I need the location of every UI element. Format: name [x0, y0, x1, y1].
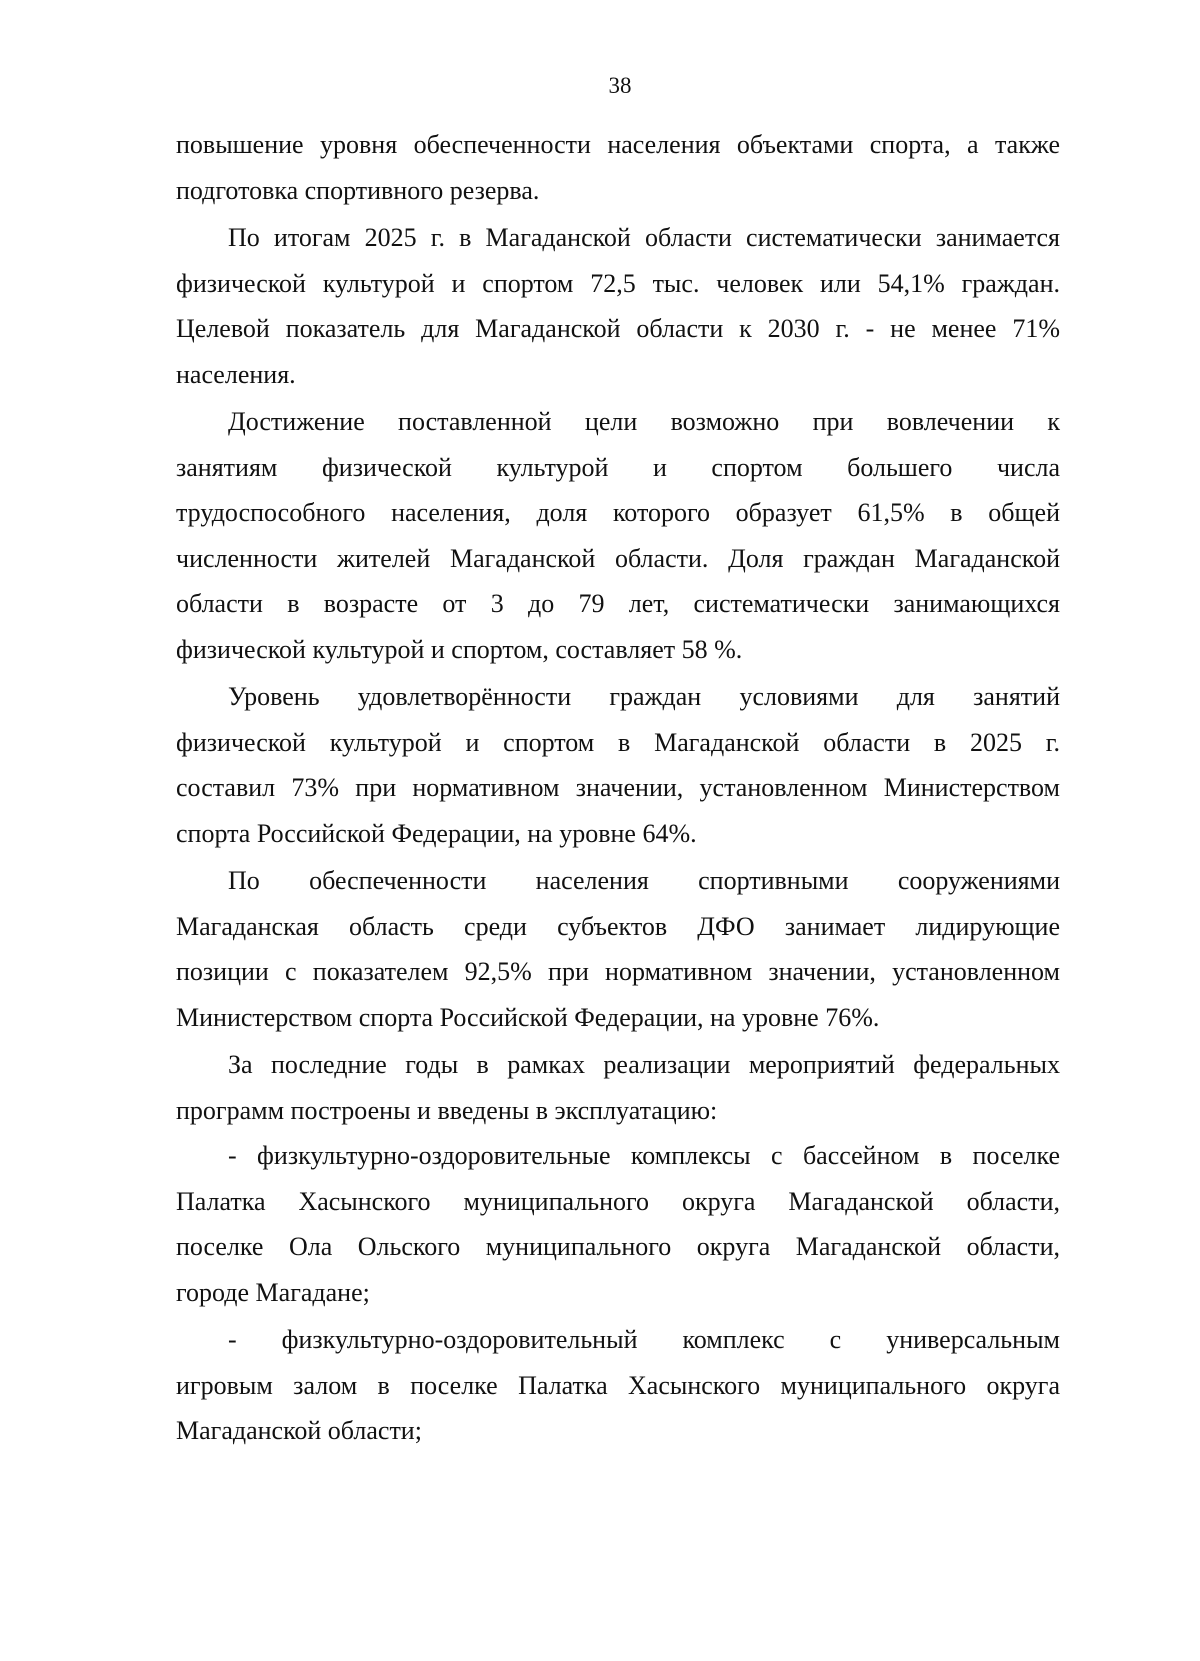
- text-line: - физкультурно-оздоровительный комплекс с универсальным: [228, 1325, 1060, 1354]
- text-line: Уровень удовлетворённости граждан условиями для занятий: [228, 682, 1060, 711]
- text-line: За последние годы в рамках реализации мероприятий федеральных: [228, 1050, 1060, 1079]
- text-line: подготовка спортивного резерва.: [176, 175, 540, 205]
- paragraph: [176, 122, 1060, 213]
- text-line: повышение уровня обеспеченности населения объектами спорта, а также: [176, 130, 1060, 159]
- text-line: физической культурой и спортом, составляет 58 %.: [176, 634, 743, 664]
- text-line: По обеспеченности населения спортивными сооружениями: [228, 866, 1060, 895]
- text-line: позиции с показателем 92,5% при нормативном значении, установленном: [176, 957, 1060, 986]
- text-line: Министерством спорта Российской Федерации, на уровне 76%.: [176, 1002, 880, 1032]
- text-line: трудоспособного населения, доля которого образует 61,5% в общей: [176, 498, 1060, 527]
- text-line: численности жителей Магаданской области. Доля граждан Магаданской: [176, 543, 1060, 573]
- document-body: [176, 122, 1060, 1454]
- list-item: [176, 1317, 1060, 1454]
- text-line: составил 73% при нормативном значении, установленном Министерством: [176, 773, 1060, 802]
- text-line: спорта Российской Федерации, на уровне 64%.: [176, 818, 697, 848]
- list-item: [176, 1133, 1060, 1315]
- page-number: 38: [608, 73, 632, 98]
- text-line: игровым залом в поселке Палатка Хасынского муниципального округа: [176, 1370, 1060, 1400]
- text-line: Магаданской области;: [176, 1416, 422, 1445]
- text-line: населения.: [176, 359, 296, 389]
- paragraph: [176, 399, 1060, 672]
- paragraph: [176, 858, 1060, 1040]
- text-line: области в возрасте от 3 до 79 лет, систематически занимающихся: [176, 589, 1060, 618]
- text-line: городе Магадане;: [176, 1277, 370, 1307]
- text-line: Достижение поставленной цели возможно при вовлечении к: [228, 407, 1060, 436]
- text-line: Магаданская область среди субъектов ДФО занимает лидирующие: [176, 911, 1060, 941]
- text-line: занятиям физической культурой и спортом большего числа: [176, 452, 1060, 482]
- text-line: физической культурой и спортом в Магаданской области в 2025 г.: [176, 727, 1060, 757]
- text-line: Палатка Хасынского муниципального округа Магаданской области,: [176, 1186, 1060, 1216]
- text-line: По итогам 2025 г. в Магаданской области систематически занимается: [228, 223, 1060, 252]
- paragraph: [176, 1042, 1060, 1133]
- text-line: Целевой показатель для Магаданской области к 2030 г. - не менее 71%: [176, 314, 1060, 343]
- paragraph: [176, 674, 1060, 856]
- text-line: физической культурой и спортом 72,5 тыс. человек или 54,1% граждан.: [176, 268, 1060, 298]
- paragraph: [176, 215, 1060, 397]
- text-line: программ построены и введены в эксплуатацию:: [176, 1095, 718, 1125]
- text-line: - физкультурно-оздоровительные комплексы с бассейном в поселке: [228, 1141, 1060, 1170]
- text-line: поселке Ола Ольского муниципального округа Магаданской области,: [176, 1232, 1060, 1261]
